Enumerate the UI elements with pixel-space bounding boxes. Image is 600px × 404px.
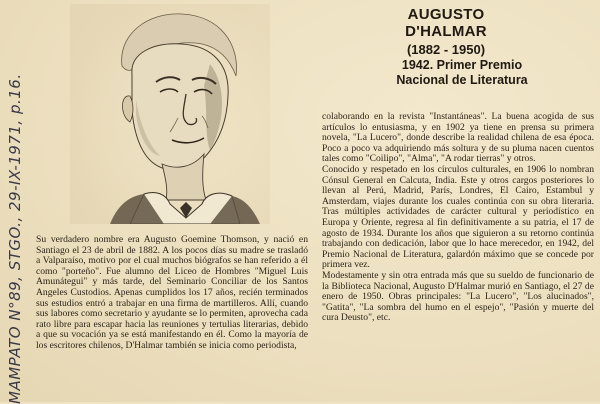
handwritten-citation: MAMPATO N°89, STGO., 29-IX-1971, p.16. <box>6 73 24 404</box>
article-column-left <box>36 235 308 352</box>
author-years: (1882 - 1950) <box>406 42 486 57</box>
paragraph: Modestamente y sin otra entrada más que su sueldo de funcionario de la Biblioteca Nacional, Augusto D'Halmar murió en Santiago, el 27 de enero de 1950. Obras principales: "La Lucero", "Los alucinados", "Gatita", "La sombra del humo en el espejo", "Pasión y muerte del cura Deusto", etc. <box>322 269 594 324</box>
award-heading <box>372 58 552 88</box>
award-line-2: Nacional de Literatura <box>396 73 528 87</box>
paragraph: Su verdadero nombre era Augusto Goemine Thomson, y nació en Santiago el 23 de abril de 1882. A los pocos días su madre se trasladó a Valparaíso, motivo por el cual muchos biógrafos se han referido a él como "porteño". Fue alumno del Liceo de Hombres "Miguel Luis Amunátegui" y más tarde, del Seminario Conciliar de los Santos Angeles Custodios. Apenas cumplidos los 17 años, recién terminados sus estudios entró a trabajar en una firma de martilleros. Allí, cuando sus labores como secretario y ayudante se lo permiten, aprovecha cada rato libre para escapar hacia las reuniones y tertulias literarias, debido a que su vocación ya se está manifestando en él. Como la mayoría de los escritores chilenos, D'Halmar también se inicia como periodista, <box>36 234 308 351</box>
award-line-1: 1942. Primer Premio <box>401 58 523 72</box>
author-name: AUGUSTO D'HALMAR <box>405 6 487 40</box>
article-column-right <box>322 112 594 324</box>
paragraph: Conocido y respetado en los círculos culturales, en 1906 lo nombran Cónsul General en Calcuta, India. Este y otros cargos posteriores lo llevan al Perú, Madrid, París, Londres, El Cairo, Estambul y Amsterdam, viajes durante los cuales continúa con su obra literaria. Tras múltiples actividades de carácter cultural y periodístico en Europa y Oriente, regresa al fin definitivamente a su patria, el 17 de agosto de 1934. Durante los años que siguieron a su retorno continúa trabajando con dedicación, labor que lo hace merecedor, en 1942, del Premio Nacional de Literatura, galardón máximo que se concede por primera vez. <box>322 163 594 271</box>
title-block <box>366 6 526 57</box>
portrait-illustration <box>70 4 270 224</box>
paragraph: colaborando en la revista "Instantáneas". La buena acogida de sus artículos lo entusiasma, y en 1902 ya tiene en prensa su primera novela, "La Lucero", donde describe la realidad chilena de esa época. Poco a poco va adquiriendo más soltura y de su pluma nacen cuentos tales como "Coilipo", "Alma", "A rodar tierras" y otros. <box>322 111 594 165</box>
